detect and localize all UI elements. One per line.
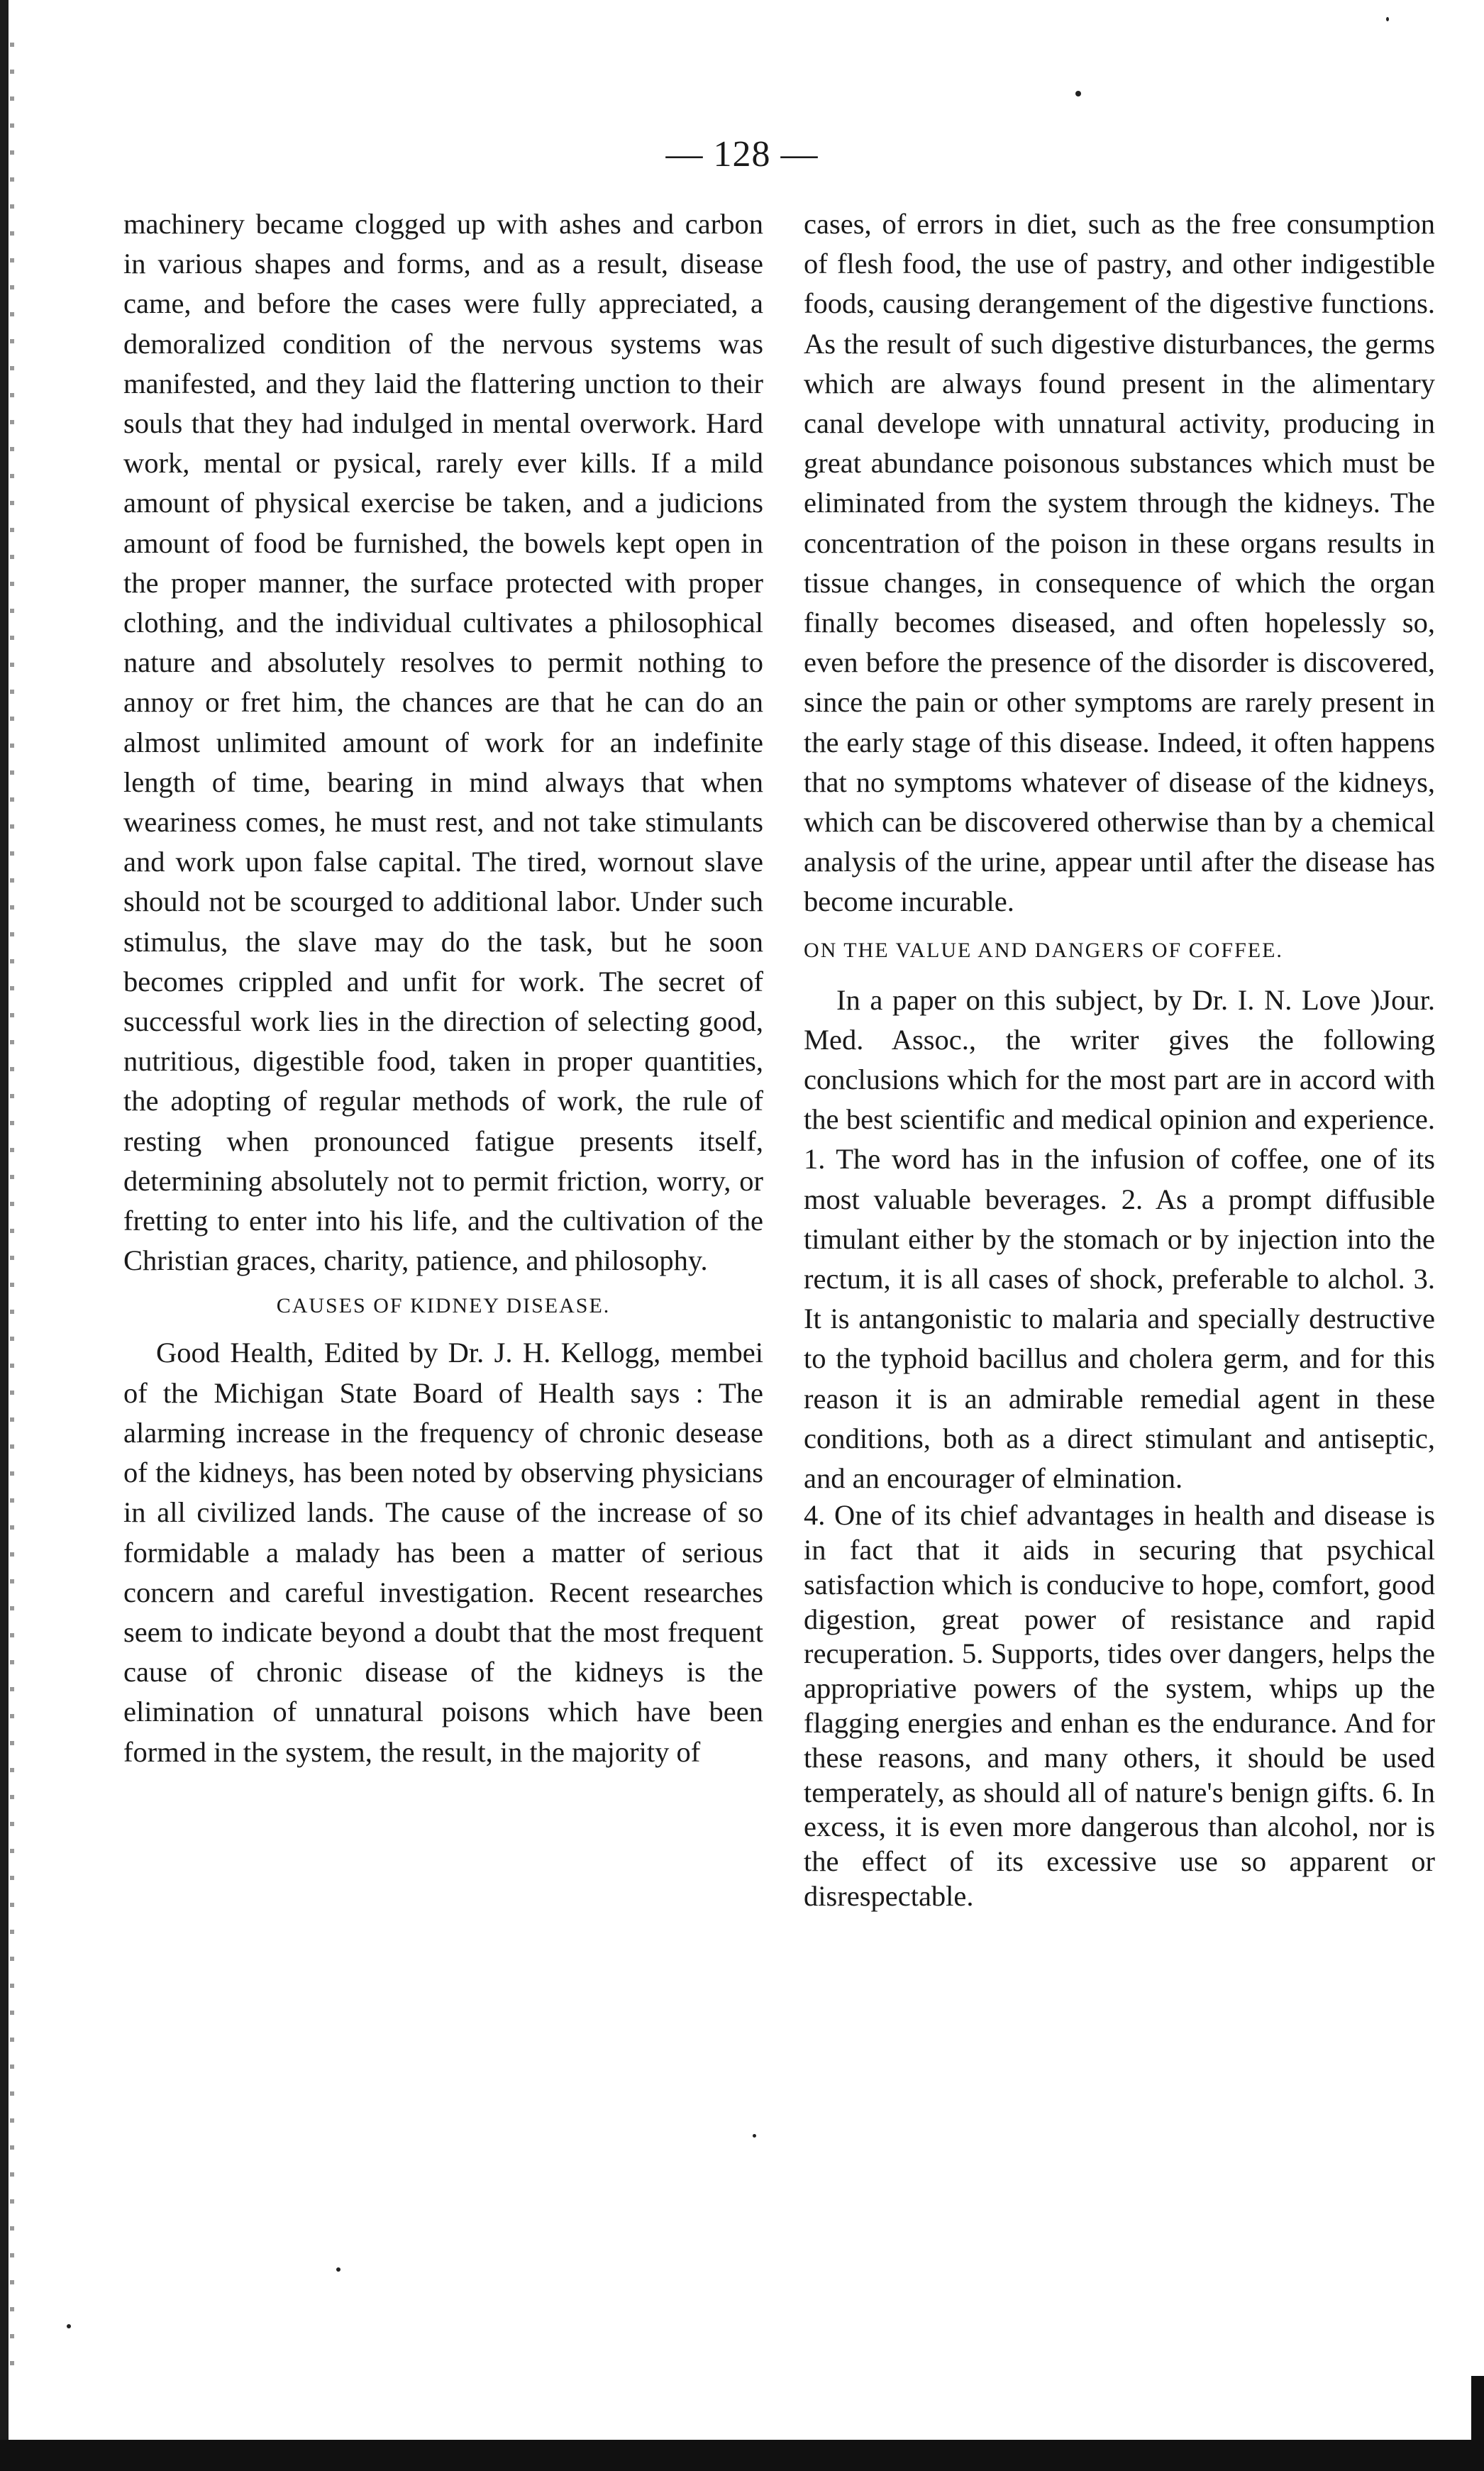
page-number: — 128 — xyxy=(665,134,819,175)
speck xyxy=(1075,91,1081,96)
speck xyxy=(1386,17,1389,21)
left-paragraph-1: machinery became clogged up with ashes and carbon in various shapes and forms, and as a result, disease came, and before the cases were fully appreciated, a demoralized condition of the nervous systems was manifested, and they laid the flattering unction to their souls that they had indulged in mental overwork. Hard work, mental or pysical, rarely ever kills. If a mild amount of physical exercise be taken, and a judicions amount of food be furnished, the bowels kept open in the proper manner, the surface protected with proper clothing, and the individual cultivates a philosophical nature and absolutely resolves to permit nothing to annoy or fret him, the chances are that he can do an almost unlimited amount of work for an indefinite length of time, bearing in mind always that when weariness comes, he must rest, and not take stimulants and work upon false capital. The tired, wornout slave should not be scourged to additional labor. Under such stimulus, the slave may do the task, but he soon becomes crippled and unfit for work. The secret of successful work lies in the direction of selecting good, nutritious, digestible food, taken in proper quantities, the adopting of regular methods of work, the rule of resting when pronounced fatigue presents itself, determining absolutely not to permit friction, worry, or fretting to enter into his life, and the cultivation of the Christian graces, charity, patience, and philosophy. xyxy=(123,208,763,1277)
scan-edge-bottom xyxy=(0,2440,1484,2471)
speck xyxy=(753,2134,756,2138)
section-heading-coffee: ON THE VALUE AND DANGERS OF COFFEE. xyxy=(804,938,1283,962)
section-heading-kidney-disease: CAUSES OF KIDNEY DISEASE. xyxy=(276,1294,611,1318)
speck xyxy=(67,2324,71,2328)
scan-edge-speckle xyxy=(10,43,14,2384)
right-paragraph-2: In a paper on this subject, by Dr. I. N. Love )Jour. Med. Assoc., the writer gives the following conclusions which for the most part are in accord with the best scientific and medical opinion and experience. 1. The word has in the infusion of coffee, one of its most valuable beverages. 2. As a prompt diffusible timulant either by the stomach or by injection into the rectum, it is all cases of shock, preferable to alchol. 3. It is antangonistic to malaria and specially destructive to the typhoid bacillus and cholera germ, and for this reason it is an admirable remedial agent in these conditions, both as a direct stimulant and antiseptic, and an encourager of elmination. xyxy=(804,983,1435,1495)
scan-edge-left xyxy=(0,0,9,2471)
left-paragraph-2: Good Health, Edited by Dr. J. H. Kellogg, membei of the Michigan State Board of Health says : The alarming increase in the frequency of chronic desease of the kidneys, has been noted by observing physicians in all civilized lands. The cause of the increase of so formidable a malady has been a matter of serious concern and careful investigation. Recent researches seem to indicate beyond a doubt that the most frequent cause of chronic disease of the kidneys is the elimination of unnatural poisons which have been formed in the system, the result, in the majority of xyxy=(123,1337,763,1768)
scan-edge-bottom-right xyxy=(1471,2376,1484,2440)
speck xyxy=(336,2267,340,2272)
right-column xyxy=(804,204,1435,1914)
right-paragraph-1: cases, of errors in diet, such as the free consumption of flesh food, the use of pastry, and other indigestible foods, causing derangement of the digestive functions. As the result of such digestive disturbances, the germs which are always found present in the alimentary canal develope with unnatural activity, producing in great abundance poisonous substances which must be eliminated from the system through the kidneys. The concentration of the poison in these organs results in tissue changes, in consequence of which the organ finally becomes diseased, and often hopelessly so, even before the presence of the disorder is discovered, since the pain or other symptoms are rarely present in the early stage of this disease. Indeed, it often happens that no symptoms whatever of disease of the kidneys, which can be discovered otherwise than by a chemical analysis of the urine, appear until after the disease has become incurable. xyxy=(804,208,1435,918)
left-column xyxy=(123,204,763,1772)
right-paragraph-3: 4. One of its chief advantages in health and disease is in fact that it aids in securing that psychical satisfaction which is conducive to hope, comfort, good digestion, great power of resistance and rapid recuperation. 5. Supports, tides over dangers, helps the appropriative powers of the system, whips up the flagging energies and enhan es the endurance. And for these reasons, and many others, it should be used temperately, as should all of nature's benign gifts. 6. In excess, it is even more dangerous than alcohol, nor is the effect of its excessive use so apparent or disrespectable. xyxy=(804,1499,1435,1913)
